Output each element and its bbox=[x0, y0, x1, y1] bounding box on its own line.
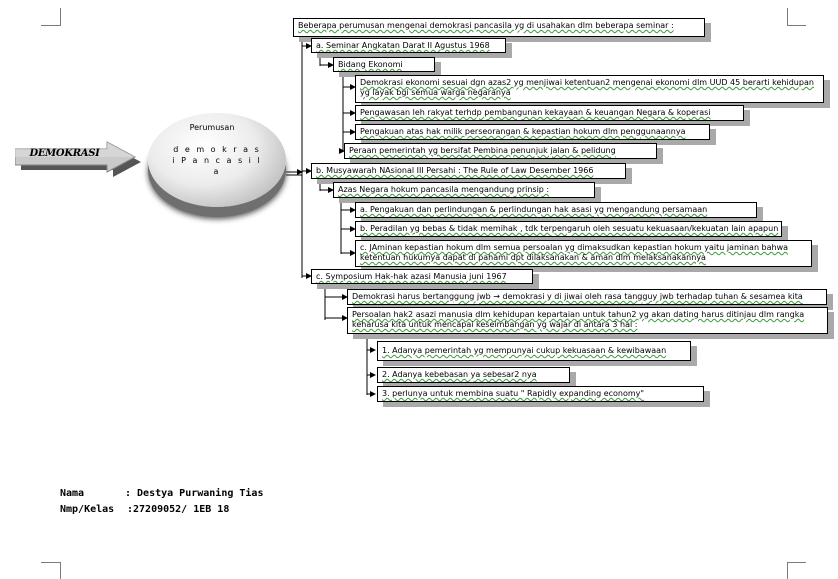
node-c-item-2: Persoalan hak2 asazi manusia dlm kehidupan kepartaian untuk tahun2 yg akan dating harus ditinjau dlm rangka keharusa kita untuk mencapai keseimbangan yg wajar di antara 3 hal : bbox=[347, 307, 828, 334]
node-a-item-2: Pengawasan leh rakyat terhdp pembangunan kekayaan & keuangan Negara & koperasi bbox=[355, 105, 744, 121]
node-a-item-1: Demokrasi ekonomi sesuai dgn azas2 yg menjiwai ketentuan2 mengenai ekonomi dlm UUD 45 berarti kehidupan yg layak bgi semua warga negaranya bbox=[355, 75, 824, 103]
footer-name-value: : Destya Purwaning Tias bbox=[125, 488, 264, 499]
footer-nmp-value: :27209052/ 1EB 18 bbox=[127, 504, 230, 515]
node-a-item-3: Pengakuan atas hak milik perseorangan & kepastian hokum dlm penggunaannya bbox=[355, 124, 710, 140]
node-c-sub-3: 3. perlunya untuk membina suatu " Rapidly expanding economy" bbox=[377, 386, 704, 402]
root-label: DEMOKRASI bbox=[29, 148, 100, 159]
node-c-item-1: Demokrasi harus bertanggung jwb → demokrasi y di jiwai oleh rasa tangguy jwb terhadap tuhan & sesamea kita bbox=[347, 289, 827, 305]
node-b-item-2: b. Peradilan yg bebas & tidak memihak , tdk terpengaruh oleh sesuatu kekuasaan/kekuatan lain apapun bbox=[355, 221, 782, 237]
node-b-item-1: a. Pengakuan dan perlindungan & perlindungan hak asasi yg mengandung persamaan bbox=[355, 202, 757, 218]
hub-title: Perumusan bbox=[189, 123, 235, 132]
node-a-item-4: Peraan pemerintah yg bersifat Pembina penunjuk jalan & pelidung bbox=[344, 143, 657, 159]
node-a-bidang: Bidang Ekonomi bbox=[333, 57, 435, 72]
footer-name-label: Nama bbox=[60, 488, 85, 499]
node-c-sub-1: 1. Adanya pemerintah yg mempunyai cukup kekuasaan & kewibawaan bbox=[377, 341, 691, 361]
node-b: b. Musyawarah NAsional III Persahi : The Rule of Law Desember 1966 bbox=[311, 163, 626, 179]
node-c: c. Symposium Hak-hak azasi Manusia juni 1967 bbox=[311, 269, 533, 284]
node-b-azas: Azas Negara hokum pancasila mengandung prinsip : bbox=[333, 182, 595, 198]
node-a: a. Seminar Angkatan Darat II Agustus 1968 bbox=[311, 38, 506, 53]
header-node: Beberapa perumusan mengenai demokrasi pancasila yg di usahakan dlm beberapa seminar : bbox=[293, 18, 705, 37]
hub-subtitle: d e m o k r a s i P a n c a s i l a bbox=[172, 145, 262, 176]
node-b-item-3: c. JAminan kepastian hokum dlm semua persoalan yg dimaksudkan kepastian hokum yaitu jaminan bahwa ketentuan hukumya dapat di pahami dpt dilaksanakan & aman dlm melaksanakannya bbox=[355, 240, 812, 267]
footer-nmp-label: Nmp/Kelas bbox=[60, 504, 115, 515]
node-c-sub-2: 2. Adanya kebebasan ya sebesar2 nya bbox=[377, 367, 570, 383]
